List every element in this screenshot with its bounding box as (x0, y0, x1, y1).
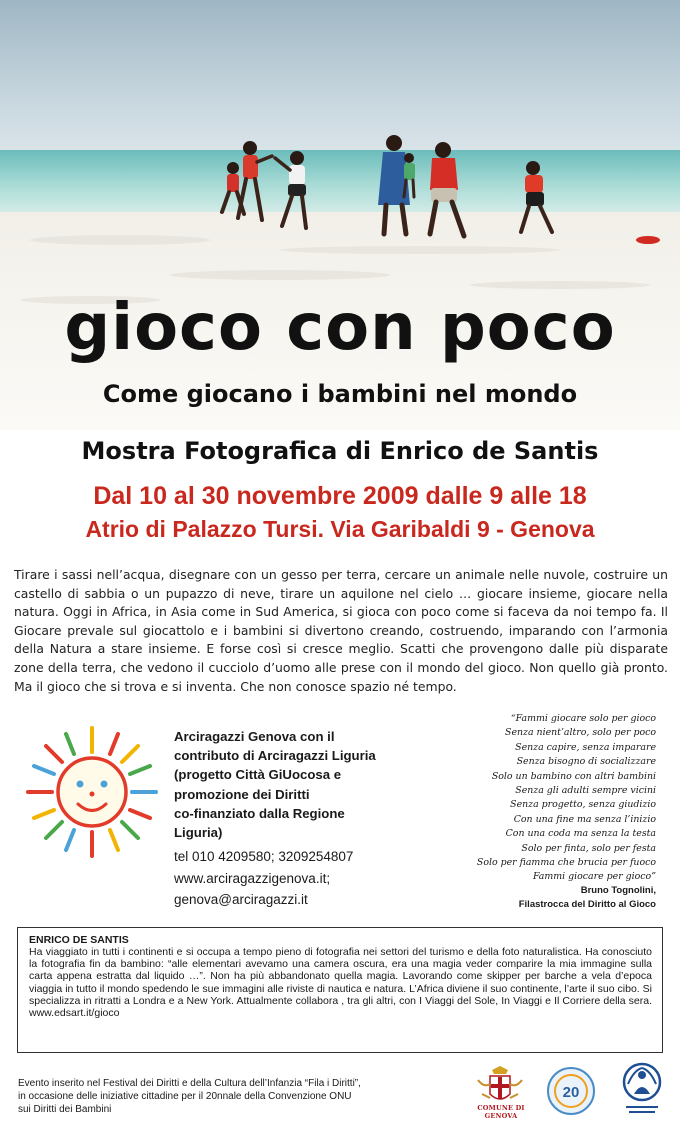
poem-author: Bruno Tognolini, (580, 885, 656, 896)
poem-line: Senza bisogno di socializzare (516, 756, 656, 768)
poem-line: Con una coda ma senza la testa (505, 828, 656, 840)
photographer-bio-box (17, 927, 663, 1053)
poster-subtitle: Come giocano i bambini nel mondo (102, 380, 578, 408)
bio-text: Ha viaggiato in tutti i continenti e si occupa a tempo pieno di fotografia nei settori del turismo e della foto naturalistica. Ha conosciuto la fotografia fin da bambino: “alle elementari avevamo una camera oscura, era una magia veder comparire la mia immagine sulla carta appena estratta dal liquido …”. Non ha più abbandonato quella magia. Lavorando come skipper per barche a vela d’epoca viaggia in tutto il mondo spedendo le sue immagini alle riviste di nautica e natura. L’Africa diviene il suo continente, l’arte il suo cibo. Si specializza in ritratti a Londra e a New York. Attualmente collabora , tra gli altri, con I Viaggi del Sole, In Viaggi e Il Corriere della sera. www.edsart.it/gioco (29, 946, 652, 1020)
organizer-line: Liguria) (174, 825, 223, 841)
poster-title: gioco con poco (64, 291, 616, 365)
organizer-line: contributo di Arciragazzi Liguria (174, 748, 376, 764)
badge-number: 20 (562, 1084, 580, 1101)
poem-line: Fammi giocare per gioco” (532, 871, 656, 883)
footer-line: sui Diritti dei Bambini (18, 1103, 112, 1115)
website-link[interactable]: www.arciragazzigenova.it; (174, 870, 331, 886)
hero-photo (0, 0, 680, 430)
poem-line: Solo per finta, solo per festa (521, 842, 656, 854)
event-venue: Atrio di Palazzo Tursi. Via Garibaldi 9 - Genova (85, 516, 595, 542)
child-rights-logo-icon (620, 1062, 664, 1120)
organizer-line: (progetto Città GiUocosa e (174, 767, 342, 783)
poem-block (416, 712, 656, 885)
footer-note (18, 1078, 458, 1116)
organizer-block (174, 727, 424, 842)
poem-source: Filastrocca del Diritto al Gioco (518, 898, 656, 910)
phone-number: tel 010 4209580; 3209254807 (174, 849, 354, 864)
poem-line: Senza progetto, senza giudizio (510, 799, 656, 811)
email-link[interactable]: genova@arciragazzi.it (174, 892, 308, 907)
convention-20-years-badge-icon (546, 1066, 596, 1116)
organizer-line: promozione dei Diritti (174, 786, 310, 802)
comune-label: COMUNE DI GENOVA (477, 1104, 525, 1120)
intro-paragraph: Tirare i sassi nell’acqua, disegnare con un gesso per terra, cercare un animale nelle nuvole, costruire un castello di sabbia o un pupazzo di neve, tirare un aquilone nel cielo … giocare insieme, giocare nella natura. Oggi in Africa, in Asia come in Sud America, si gioca con poco come si faceva da noi tempo fa. Il Giocare prevale sul giocattolo e i bambini si divertono creando, costruendo, imparando con l’armonia della Natura a stare insieme. E forse così si cresce meglio. Scatti che provengono dalle più disparate zone della terra, che vedono il cucciolo d’uomo alle prese con il mondo del gioco. Non quello già pronto. Ma il gioco che si trova e si inventa. Che non conosce spazio né tempo. (14, 567, 668, 694)
poem-line: Solo per fiamma che brucia per fuoco (476, 857, 656, 869)
poem-line: Senza capire, senza imparare (515, 741, 656, 753)
exhibition-heading: Mostra Fotografica di Enrico de Santis (81, 437, 599, 465)
poem-line: Senza gli adulti sempre vicini (515, 785, 656, 797)
poem-line: Senza nient’altro, solo per poco (505, 727, 656, 739)
bio-heading: ENRICO DE SANTIS (29, 934, 129, 946)
poem-line: Solo un bambino con altri bambini (491, 770, 656, 782)
poem-line: Con una fine ma senza l’inizio (513, 813, 656, 825)
sun-drawing-icon (22, 722, 162, 862)
poem-line: “Fammi giocare solo per gioco (510, 713, 656, 724)
footer-line: in occasione delle iniziative cittadine per il 20nnale della Convenzione ONU (18, 1090, 352, 1102)
event-dates: Dal 10 al 30 novembre 2009 dalle 9 alle 18 (93, 482, 587, 510)
organizer-line: Arciragazzi Genova con il (174, 729, 335, 744)
poem-attribution (416, 884, 656, 911)
organizer-line: co-finanziato dalla Regione (174, 805, 345, 821)
footer-line: Evento inserito nel Festival dei Diritti e della Cultura dell’Infanzia “Fila i Diritti”, (18, 1078, 361, 1089)
contact-block (174, 846, 424, 911)
beach-scene (0, 0, 680, 430)
